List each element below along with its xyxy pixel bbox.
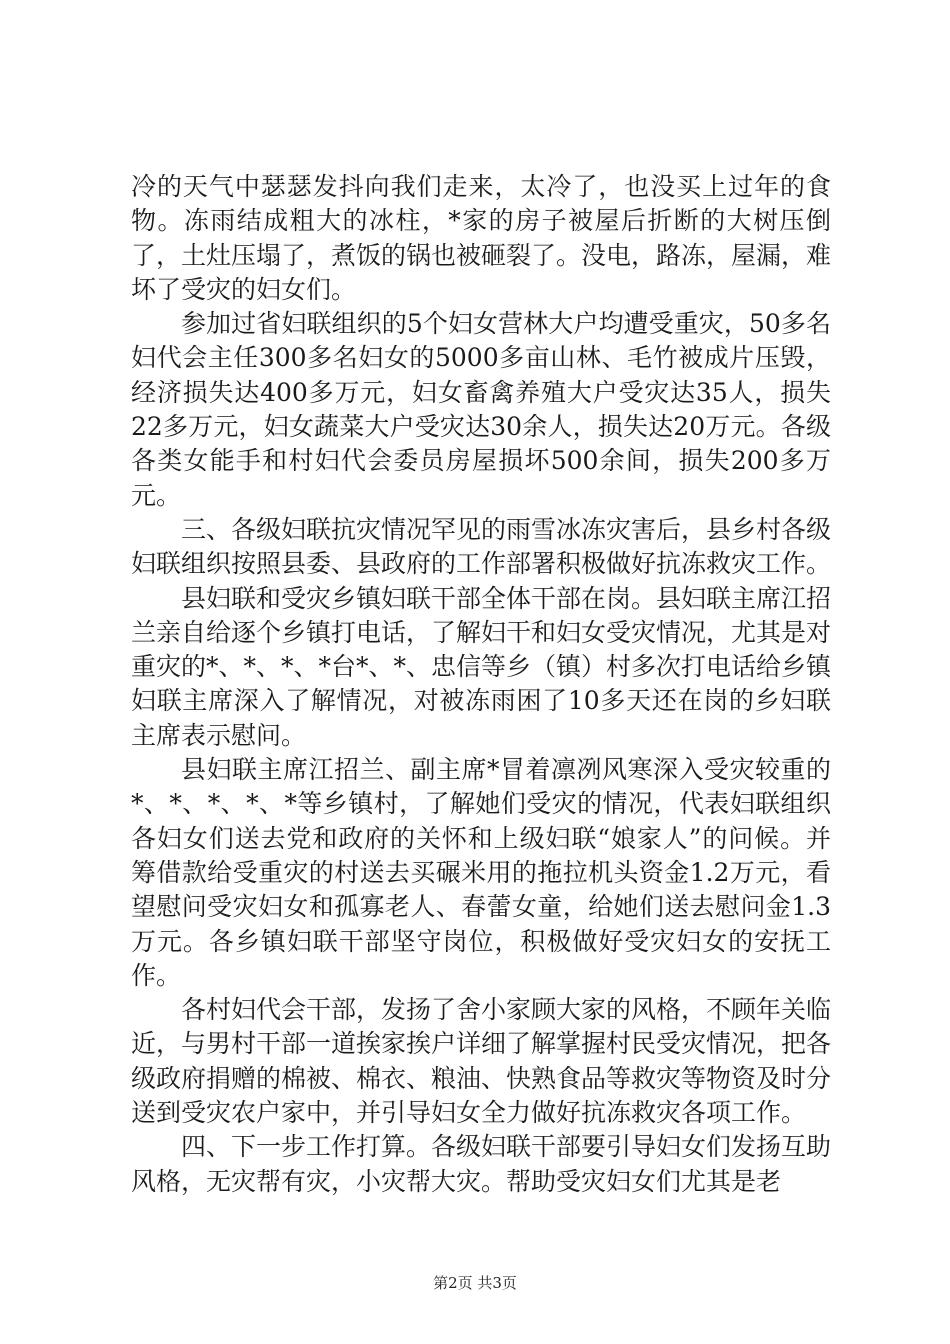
page-footer bbox=[0, 1273, 950, 1293]
paragraph-continuation: 冷的天气中瑟瑟发抖向我们走来，太冷了，也没买上过年的食物。冻雨结成粗大的冰柱，*家的房子被屋后折断的大树压倒了，土灶压塌了，煮饭的锅也被砸裂了。没电，路冻，屋漏，难坏了受灾的妇女们。 bbox=[131, 172, 832, 304]
page-number-label: 第2页 共3页 bbox=[433, 1274, 517, 1292]
paragraph-chair-visits: 县妇联主席江招兰、副主席*冒着凛冽风寒深入受灾较重的*、*、*、*、*等乡镇村，了解她们受灾的情况，代表妇联组织各妇女们送去党和政府的关怀和上级妇联“娘家人”的问候。并筹借款给受重灾的村送去买碾米用的拖拉机头资金1.2万元，看望慰问受灾妇女和孤寡老人、春蕾女童，给她们送去慰问金1.3万元。各乡镇妇联干部坚守岗位，积极做好受灾妇女的安抚工作。 bbox=[131, 755, 831, 990]
paragraph-women-losses: 参加过省妇联组织的5个妇女营林大户均遭受重灾，50多名妇代会主任300多名妇女的5000多亩山林、毛竹被成片压毁，经济损失达400多万元，妇女畜禽养殖大户受灾达35人，损失22多万元，妇女蔬菜大户受灾达30余人，损失达20万元。各级各类女能手和村妇代会委员房屋损坏500余间，损失200多万元。 bbox=[131, 309, 831, 510]
document-body bbox=[131, 170, 831, 1199]
paragraph-section-four-heading: 四、下一步工作打算。各级妇联干部要引导妇女们发扬互助风格，无灾帮有灾，小灾帮大灾。帮助受灾妇女们尤其是老 bbox=[131, 1132, 832, 1196]
paragraph-village-cadres: 各村妇代会干部，发扬了舍小家顾大家的风格，不顾年关临近，与男村干部一道挨家挨户详细了解掌握村民受灾情况，把各级政府捐赠的棉被、棉衣、粮油、快熟食品等救灾等物资及时分送到受灾农户家中，并引导妇女全力做好抗冻救灾各项工作。 bbox=[131, 995, 832, 1128]
paragraph-section-three-heading: 三、各级妇联抗灾情况罕见的雨雪冰冻灾害后，县乡村各级妇联组织按照县委、县政府的工作部署积极做好抗冻救灾工作。 bbox=[131, 514, 832, 579]
paragraph-county-federation-on-duty: 县妇联和受灾乡镇妇联干部全体干部在岗。县妇联主席江招兰亲自给逐个乡镇打电话，了解妇干和妇女受灾情况，尤其是对重灾的*、*、*、*台*、*、忠信等乡（镇）村多次打电话给乡镇妇联主席深入了解情况，对被冻雨困了10多天还在岗的乡妇联主席表示慰问。 bbox=[131, 583, 832, 750]
